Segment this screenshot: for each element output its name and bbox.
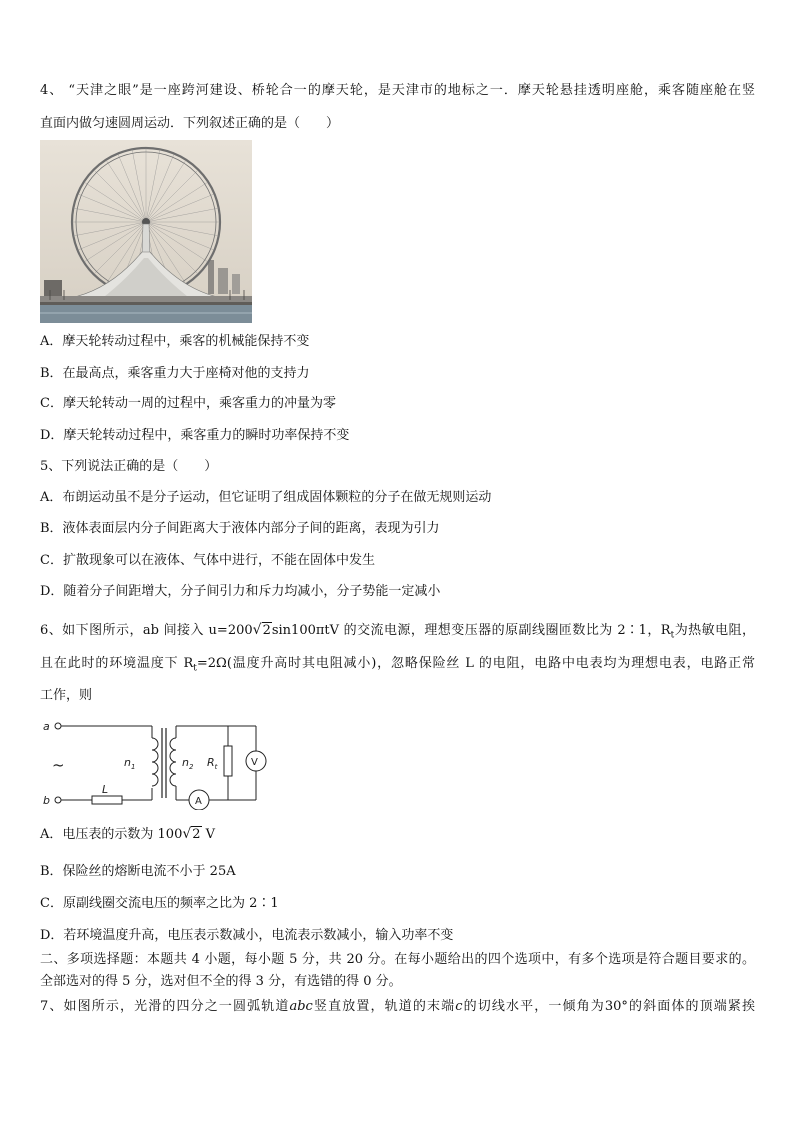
q6-option-b: B．保险丝的熔断电流不小于 25A	[40, 864, 236, 879]
q5-stem: 5、下列说法正确的是（ ）	[40, 459, 218, 474]
q6-stem-line2	[40, 656, 755, 677]
q4-option-b: B．在最高点，乘客重力大于座椅对他的支持力	[40, 366, 310, 381]
section2-instruction-line1: 二、多项选择题：本题共 4 小题，每小题 5 分，共 20 分。在每小题给出的四个选项中，有多个选项是符合题目要求的。	[40, 952, 755, 967]
fuse	[92, 796, 122, 804]
q7-text-2: 竖直放置，轨道的末端	[312, 999, 456, 1014]
terminal-b	[55, 797, 61, 803]
subscript-t: t	[670, 630, 675, 641]
q6-stem-text-1: 6、如下图所示，ab 间接入 u=200	[40, 623, 253, 638]
q7-angle: 30°	[604, 999, 628, 1014]
q4-option-a: A．摩天轮转动过程中，乘客的机械能保持不变	[40, 334, 310, 349]
voltmeter-label: V	[251, 757, 258, 768]
ac-source-icon: ~	[52, 756, 65, 774]
ferris-wheel-photo	[40, 140, 252, 323]
label-b: b	[43, 794, 50, 807]
q5-option-d: D．随着分子间距增大，分子间引力和斥力均减小，分子势能一定减小	[40, 584, 441, 599]
sqrt-operand: 2	[192, 827, 201, 842]
q7-text-1: 7、如图所示，光滑的四分之一圆弧轨道	[40, 999, 290, 1014]
label-n1: $n_1$	[124, 756, 136, 771]
q6-stem-text-4: 且在此时的环境温度下 R	[40, 656, 194, 671]
q5-option-a: A．布朗运动虽不是分子运动，但它证明了组成固体颗粒的分子在做无规则运动	[40, 490, 492, 505]
q4-option-c: C．摩天轮转动一周的过程中，乘客重力的冲量为零	[40, 396, 336, 411]
sqrt-symbol: √2	[252, 622, 271, 638]
q6-option-a-text: A．电压表的示数为 100	[40, 827, 183, 842]
q6-option-d: D．若环境温度升高，电压表示数减小，电流表示数减小，输入功率不变	[40, 928, 454, 943]
q6-stem-line3: 工作，则	[40, 688, 93, 703]
secondary-coil	[170, 738, 176, 786]
label-a: a	[43, 720, 50, 733]
section2-instruction-line2: 全部选对的得 5 分，选对但不全的得 3 分，有选错的得 0 分。	[40, 974, 402, 989]
q6-option-a-unit: V	[201, 827, 216, 842]
ammeter-label: A	[195, 796, 202, 807]
q7-stem-line1	[40, 999, 755, 1015]
label-fuse: L	[102, 783, 109, 796]
q6-stem-line1	[40, 622, 755, 644]
q6-stem-text-2: sin100πtV 的交流电源，理想变压器的原副线圈匝数比为 2∶1，R	[271, 623, 671, 638]
q4-option-d: D．摩天轮转动过程中，乘客重力的瞬时功率保持不变	[40, 428, 350, 443]
q6-stem-text-3: 为热敏电阻，	[674, 623, 755, 638]
label-rt: $R_t$	[207, 756, 218, 771]
q6-option-a	[40, 826, 215, 843]
label-n2: $n_2$	[182, 756, 194, 771]
q5-option-c: C．扩散现象可以在液体、气体中进行，不能在固体中发生	[40, 553, 375, 568]
transformer-circuit-diagram	[40, 718, 272, 810]
terminal-a	[55, 723, 61, 729]
q6-stem-text-5: =2Ω(温度升高时其电阻减小)，忽略保险丝 L 的电阻，电路中电表均为理想电表，电路正常	[196, 656, 755, 671]
thermistor	[224, 746, 232, 776]
q5-option-b: B．液体表面层内分子间距离大于液体内部分子间的距离，表现为引力	[40, 521, 440, 536]
q7-abc: abc	[289, 999, 313, 1014]
sqrt-operand: 2	[262, 623, 271, 638]
q6-option-c: C．原副线圈交流电压的频率之比为 2∶1	[40, 896, 279, 911]
primary-coil	[152, 738, 158, 786]
q4-stem-line2: 直面内做匀速圆周运动．下列叙述正确的是（ ）	[40, 116, 340, 131]
subscript-t: t	[193, 663, 197, 674]
q7-c: c	[455, 999, 463, 1014]
q4-stem-line1: 4、 “天津之眼”是一座跨河建设、桥轮合一的摩天轮，是天津市的地标之一．摩天轮悬挂透明座舱，乘客随座舱在竖	[40, 83, 755, 98]
q7-text-3: 的切线水平，一倾角为	[462, 999, 605, 1014]
q7-text-4: 的斜面体的顶端紧挨	[627, 999, 755, 1014]
sqrt-symbol: √2	[182, 826, 201, 842]
